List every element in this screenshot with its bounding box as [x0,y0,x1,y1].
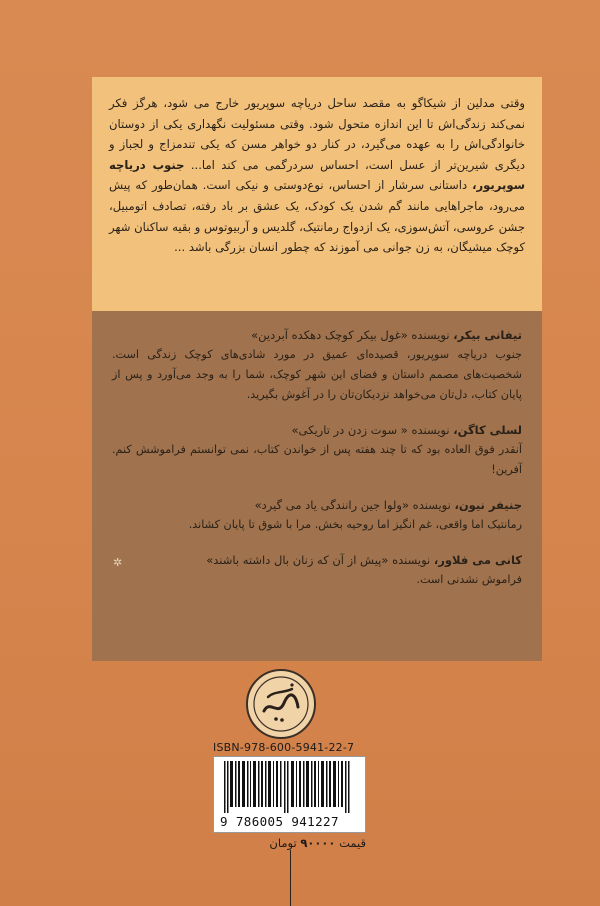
barcode-bars-icon [214,757,365,813]
review-text: جنوب دریاچه سوپریور، قصیده‌ای عمیق در مورد شادی‌های کوچک زندگی است. شخصیت‌های مصمم داستان و فضای این شهر کوچک، شما را به وجد می‌آورد و پس از پایان کتاب، دل‌تان می‌خواهد نزدیکان‌تان را در آغوش بگیرید. [112,348,522,401]
review-item [112,325,522,405]
review-author: جنیفر نیون، [454,498,522,512]
publisher-logo-icon [248,671,314,737]
review-source: نویسنده «ولوا جین رانندگی یاد می گیرد» [254,498,455,512]
center-line [290,850,291,906]
review-item [112,550,522,590]
review-author: تیفانی بیکر، [453,328,522,342]
price-amount: ۹۰۰۰۰ [300,836,336,850]
review-source: نویسنده «پیش از آن که زنان بال داشته باشند» [206,553,434,567]
review-text: فراموش نشدنی است. [416,573,522,586]
review-item [112,420,522,480]
price-unit: تومان [269,836,297,850]
review-source: نویسنده « سوت زدن در تاریکی» [291,423,454,437]
review-text: آنقدر فوق العاده بود که تا چند هفته پس از خواندن کتاب، نمی توانستم فراموشش کنم. آفرین! [112,443,522,476]
synopsis-text [109,93,525,258]
price-label [213,836,366,850]
synopsis-intro: وقتی مدلین از شیکاگو به مقصد ساحل دریاچه سوپریور خارج می شود، هرگز فکر نمی‌کند زندگی‌اش تا این اندازه متحول شود. وقتی مسئولیت نگهداری یکی از دوستان خانوادگی‌اش را به عهده می‌گیرد، در کنار دو خواهر مسن که یکی تندمزاج و لجباز و دیگری شیرین‌تر از عسل است، احساس سردرگمی می کند اما... [109,96,525,172]
sparkle-icon: ✲ [113,556,123,569]
price-word: قیمت [339,836,366,850]
synopsis-box [92,77,542,311]
barcode-digits: 9 786005 941227 [220,814,339,829]
publisher-logo [246,669,316,739]
review-author: لسلی کاگن، [453,423,522,437]
book-title: جنوب دریاچه سوپریور، [109,157,525,193]
review-source: نویسنده «غول بیکر کوچک دهکده آبردین» [251,328,454,342]
review-item [112,495,522,535]
reviews-box [92,311,542,661]
review-author: کانی می فلاور، [433,553,522,567]
isbn-label: ISBN-978-600-5941-22-7 [213,741,355,754]
review-text: رمانتیک اما واقعی، غم انگیز اما روحیه بخش. مرا با شوق تا پایان کشاند. [188,518,522,531]
barcode [213,756,366,833]
synopsis-rest: داستانی سرشار از احساس، نوع‌دوستی و نیکی است. همان‌طور که پیش می‌رود، ماجراهایی مانند گم شدن یک کودک، یک عشق بر باد رفته، تصادف اتومبیل، جشن عروسی، آتش‌سوزی، یک ازدواج رمانتیک، گلدیس و آربیوتوس و بقیه ساکنان شهر کوچک میشیگان، به زن جوانی می آموزند که چطور انسان بزرگی باشد ... [109,178,525,255]
